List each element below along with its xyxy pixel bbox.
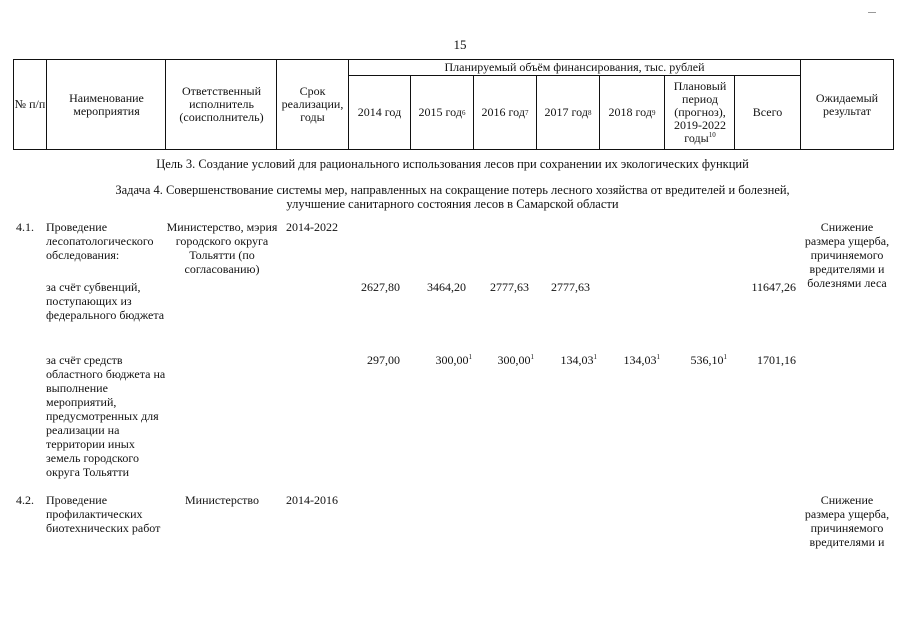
regional-2018: 134,03$^1$ [623,353,660,367]
row-4-1-result: Снижение размера ущерба, причиняемого вредителями и болезнями леса [804,220,890,290]
row-4-2-name: Проведение профилактических биотехнических работ [46,493,161,535]
header-term: Срок реализации, годы [281,84,344,124]
regional-total: 1701,16 [757,353,796,367]
header-name: Наименование мероприятия [69,90,144,118]
row-4-1-federal-name: за счёт субвенций, поступающих из федерального бюджета [46,280,165,322]
regional-2017: 134,03$^1$ [560,353,597,367]
goal-heading: Цель 3. Создание условий для рационального использования лесов при сохранении их экологических функций [156,157,749,171]
header-2017: 2017 год 8 [544,105,592,119]
task-heading: Задача 4. Совершенствование системы мер, направленных на сокращение потерь лесного хозяйства от вредителей и болезней, улучшение санитарного состояния лесов в Самарской области [115,183,790,211]
regional-2014: 297,00 [367,353,400,367]
header-result: Ожидаемый результат [815,90,879,118]
header-2018: 2018 год 9 [608,105,656,119]
header-2015: 2015 год 6 [418,105,466,119]
page-number: 15 [453,37,467,52]
federal-2014: 2627,80 [361,280,400,294]
row-4-1-number: 4.1. [16,220,34,234]
row-4-2-result: Снижение размера ущерба, причиняемого вредителями и [804,493,890,549]
scan-mark [868,12,876,13]
row-4-1-regional-name: за счёт средств областного бюджета на выполнение мероприятий, предусмотренных для реализации на территории иных земель городского округа Тольятти [46,353,166,479]
header-total: Всего [752,105,783,119]
header-2016: 2016 год 7 [481,105,529,119]
federal-total: 11647,26 [751,280,796,294]
row-4-2-number: 4.2. [16,493,34,507]
header-num: № п/п [14,97,46,111]
row-4-2-executor: Министерство [185,493,259,507]
regional-2016: 300,00$^1$ [497,353,534,367]
header-planned: Плановый период (прогноз), 2019-2022 годы$^{10}$ [673,79,727,145]
header-2014: 2014 год [357,105,402,119]
header-executor: Ответственный исполнитель (соисполнитель) [179,84,264,124]
header-funding-group: Планируемый объём финансирования, тыс. рублей [444,60,705,74]
regional-2015: 300,00$^1$ [435,353,472,367]
row-4-1-executor: Министерство, мэрия городского округа Тольятти (по согласованию) [166,220,278,276]
regional-planned: 536,10$^1$ [690,353,727,367]
federal-2017: 2777,63 [551,280,590,294]
federal-2016: 2777,63 [490,280,529,294]
federal-2015: 3464,20 [427,280,466,294]
row-4-1-name: Проведение лесопатологического обследования: [46,220,154,262]
row-4-2-term: 2014-2016 [286,493,338,507]
row-4-1-term: 2014-2022 [286,220,338,234]
